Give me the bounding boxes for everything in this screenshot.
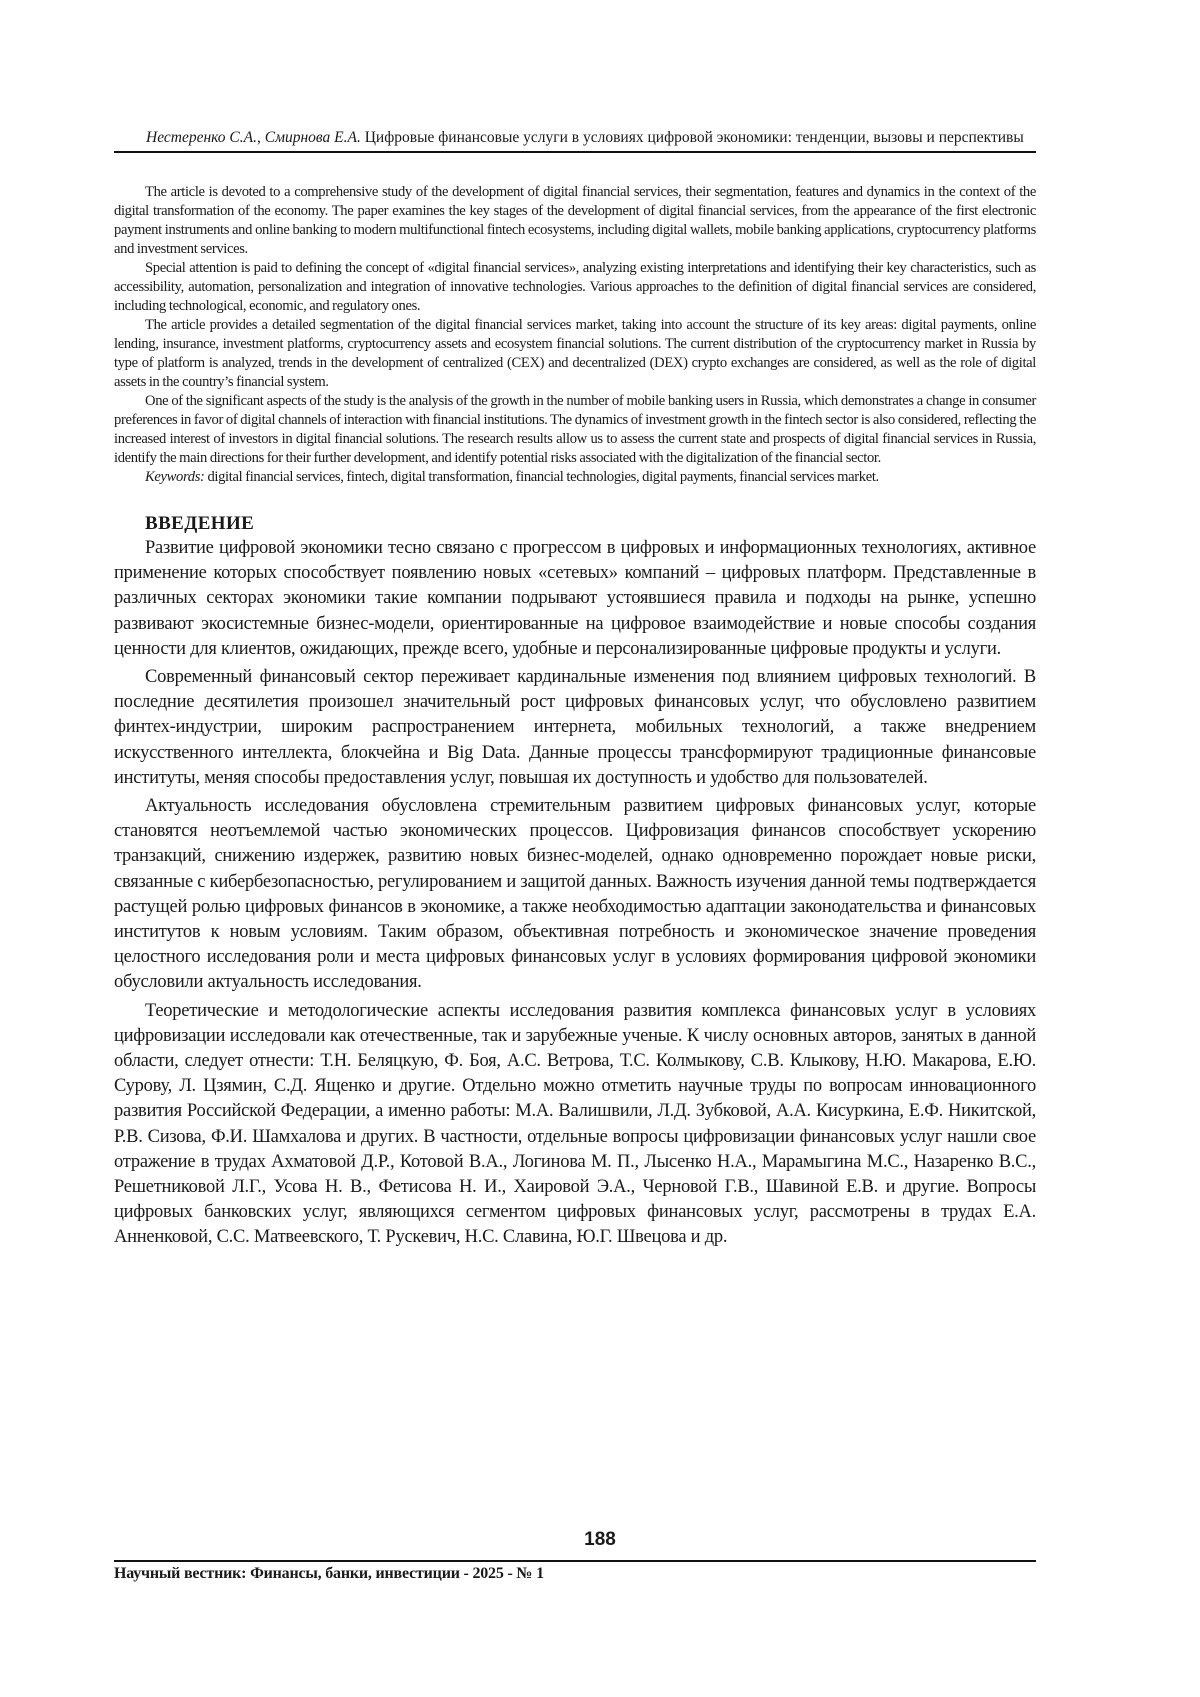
running-head-authors: Нестеренко С.А., Смирнова Е.А. — [146, 129, 361, 146]
abstract-paragraph: The article is devoted to a comprehensive study of the development of digital financial services, their segmentation, features and dynamics in the context of the digital transformation of the economy. The paper examines the key stages of the development of digital financial services, from the appearance of the first electronic payment instruments and online banking to modern multifunctional fintech ecosystems, including digital wallets, mobile banking applications, cryptocurrency platforms and investment services. — [114, 184, 1036, 257]
abstract — [114, 183, 1036, 487]
keywords-text: digital financial services, fintech, digital transformation, financial technologies, digital payments, financial services market. — [207, 469, 879, 485]
keywords-label: Keywords: — [145, 469, 205, 485]
keywords — [114, 468, 1036, 487]
abstract-paragraph: Special attention is paid to defining the concept of «digital financial services», analyzing existing interpretations and identifying their key characteristics, such as accessibility, automation, personalization and integration of innovative technologies. Various approaches to the definition of digital financial services are considered, including technological, economic, and regulatory ones. — [114, 260, 1036, 314]
body-paragraph: Актуальность исследования обусловлена стремительным развитием цифровых финансовых услуг, которые становятся неотъемлемой частью экономических процессов. Цифровизация финансов способствует ускорению транзакций, снижению издержек, развитию новых бизнес-моделей, однако одновременно порождает новые риски, связанные с кибербезопасностью, регулированием и защитой данных. Важность изучения данной темы подтверждается растущей ролью цифровых финансов в экономике, а также необходимостью адаптации законодательства и финансовых институтов к новым условиям. Таким образом, объективная потребность и экономическое значение проведения целостного исследования роли и места цифровых финансовых услуг в условиях формирования цифровой экономики обусловили актуальность исследования. — [114, 796, 1036, 993]
running-head-title: Цифровые финансовые услуги в условиях цифровой экономики: тенденции, вызовы и перспективы — [364, 129, 1024, 146]
abstract-paragraph: The article provides a detailed segmentation of the digital financial services market, taking into account the structure of its key areas: digital payments, online lending, insurance, investment platforms, cryptocurrency assets and ecosystem financial solutions. The current distribution of the cryptocurrency market in Russia by type of platform is analyzed, trends in the development of centralized (CEX) and decentralized (DEX) crypto exchanges are considered, as well as the role of digital assets in the country’s financial system. — [114, 317, 1036, 390]
body-paragraph: Развитие цифровой экономики тесно связано с прогрессом в цифровых и информационных технологиях, активное применение которых способствует появлению новых «сетевых» компаний – цифровых платформ. Представленные в различных секторах экономики такие компании подрывают устоявшиеся правила и подходы на рынке, успешно развивают экосистемные бизнес-модели, ориентированные на цифровое взаимодействие и новые способы создания ценности для клиентов, ожидающих, прежде всего, удобные и персонализированные цифровые продукты и услуги. — [114, 538, 1036, 659]
body-paragraph: Теоретические и методологические аспекты исследования развития комплекса финансовых услуг в условиях цифровизации исследовали как отечественные, так и зарубежные ученые. К числу основных авторов, занятых в данной области, следует отнести: Т.Н. Беляцкую, Ф. Боя, А.С. Ветрова, Т.С. Колмыкову, С.В. Клыкову, Н.Ю. Макарова, Е.Ю. Сурову, Л. Цзямин, С.Д. Ященко и другие. Отдельно можно отметить научные труды по вопросам инновационного развития Российской Федерации, а именно работы: М.А. Валишвили, Л.Д. Зубковой, А.А. Кисуркина, Е.Ф. Никитской, Р.В. Сизова, Ф.И. Шамхалова и других. В частности, отдельные вопросы цифровизации финансовых услуг нашли свое отражение в трудах Ахматовой Д.Р., Котовой В.А., Логинова М. П., Лысенко Н.А., Марамыгина М.С., Назаренко В.С., Решетниковой Л.Г., Усова Н. В., Фетисова Н. И., Хаировой Э.А., Черновой Г.В., Шавиной Е.В. и другие. Вопросы цифровых банковских услуг, являющихся сегментом цифровых финансовых услуг, рассмотрены в трудах Е.А. Анненковой, С.С. Матвеевского, Т. Рускевич, Н.С. Славина, Ю.Г. Швецова и др. — [114, 1000, 1036, 1248]
page-content — [114, 128, 1036, 1254]
journal-footer: Научный вестник: Финансы, банки, инвестиции - 2025 - № 1 — [114, 1560, 1036, 1583]
abstract-paragraph: One of the significant aspects of the study is the analysis of the growth in the number of mobile banking users in Russia, which demonstrates a change in consumer preferences in favor of digital channels of interaction with financial institutions. The dynamics of investment growth in the fintech sector is also considered, reflecting the increased interest of investors in digital financial solutions. The research results allow us to assess the current state and prospects of digital financial services in Russia, identify the main directions for their further development, and identify potential risks associated with the digitalization of the financial sector. — [114, 393, 1036, 466]
section-heading: ВВЕДЕНИЕ — [145, 513, 255, 534]
body-paragraph: Современный финансовый сектор переживает кардинальные изменения под влиянием цифровых технологий. В последние десятилетия произошел значительный рост цифровых финансовых услуг, что обусловлено развитием финтех-индустрии, широким распространением интернета, мобильных технологий, а также внедрением искусственного интеллекта, блокчейна и Big Data. Данные процессы трансформируют традиционные финансовые институты, меняя способы предоставления услуг, повышая их доступность и удобство для пользователей. — [114, 667, 1036, 788]
page-number: 188 — [584, 1529, 616, 1550]
running-head — [114, 128, 1036, 153]
section-body — [114, 536, 1036, 1251]
